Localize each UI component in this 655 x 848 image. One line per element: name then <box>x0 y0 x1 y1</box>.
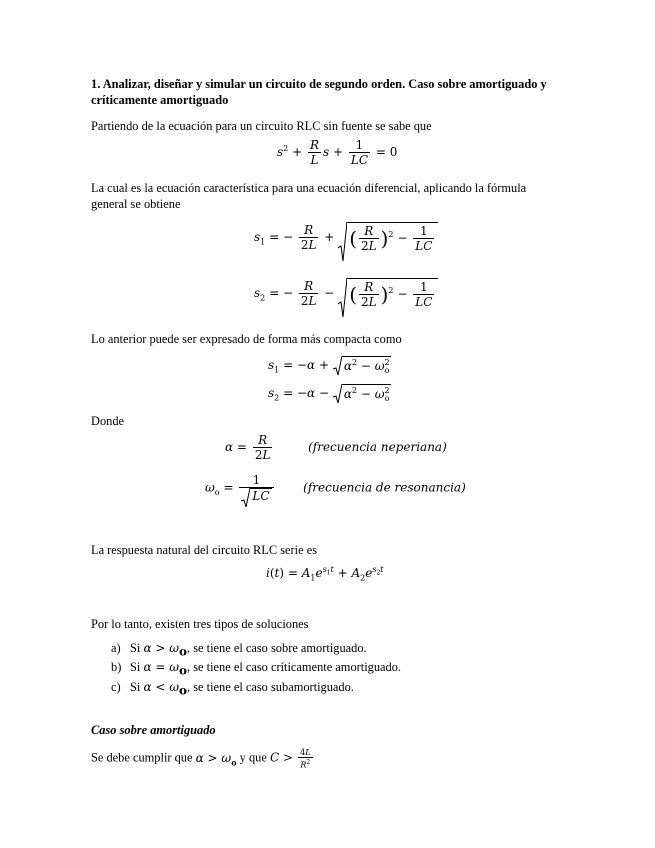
equation-s2: $s_2$ = − $\frac{R}{2L}$ − ( $\frac{R}{2L}$ )$^2$ − $\frac{1}{LC}$ <box>254 278 438 309</box>
paragraph-solutions: Por lo tanto, existen tres tipos de soluciones <box>91 617 309 631</box>
equation-omega: $\omega_o$ = $\frac{1}{LC}$ (frecuencia de resonancia) <box>205 473 466 503</box>
paragraph-compact: Lo anterior puede ser expresado de forma más compacta como <box>91 332 402 346</box>
paragraph-natural-response: La respuesta natural del circuito RLC serie es <box>91 543 318 557</box>
alpha-note: (frecuencia neperiana) <box>308 440 447 454</box>
omega-note: (frecuencia de resonancia) <box>303 480 466 495</box>
subsection-heading: Caso sobre amortiguado <box>91 723 216 737</box>
equation-alpha: α = $\frac{R}{2L}$ (frecuencia neperiana) <box>225 433 447 462</box>
equation-natural-response: $i(t) = A_1e^{s_1t} + A_2e^{s_2t}$ <box>266 565 384 583</box>
list-item: b) Si $\alpha = \omega_o$, se tiene el caso críticamente amortiguado. <box>111 660 402 678</box>
section-heading: 1. Analizar, diseñar y simular un circuito de segundo orden. Caso sobre amortiguado y críticamente amortiguado <box>91 77 547 107</box>
paragraph-intro: Partiendo de la ecuación para un circuito RLC sin fuente se sabe que <box>91 119 432 133</box>
list-item: c) Si $\alpha < \omega_o$, se tiene el caso subamortiguado. <box>111 679 354 698</box>
equation-s1: $s_1$ = − $\frac{R}{2L}$ + ( $\frac{R}{2L}$ )$^2$ − $\frac{1}{LC}$ <box>254 222 438 253</box>
solutions-list <box>111 640 401 698</box>
list-item: a) Si $\alpha > \omega_o$, se tiene el caso sobre amortiguado. <box>111 641 367 659</box>
characteristic-equation: $s^2$ + $\frac{R}{L}$ s + $\frac{1}{LC}$ = 0 <box>277 138 398 167</box>
paragraph-characteristic: La cual es la ecuación característica para una ecuación diferencial, aplicando la fórmula general se obtiene <box>91 181 527 211</box>
equation-s2-compact: $s_2 = -\alpha$ − $\alpha^2 - \omega^2_o$ <box>268 386 390 404</box>
paragraph-donde: Donde <box>91 414 125 428</box>
equation-s1-compact: $s_1 = -\alpha$ + $\alpha^2 - \omega^2_o$ <box>268 358 390 376</box>
paragraph-condition: Se debe cumplir que $\alpha > \omega_o$ y que C > $\frac{4L}{R^2}$ <box>91 748 311 770</box>
